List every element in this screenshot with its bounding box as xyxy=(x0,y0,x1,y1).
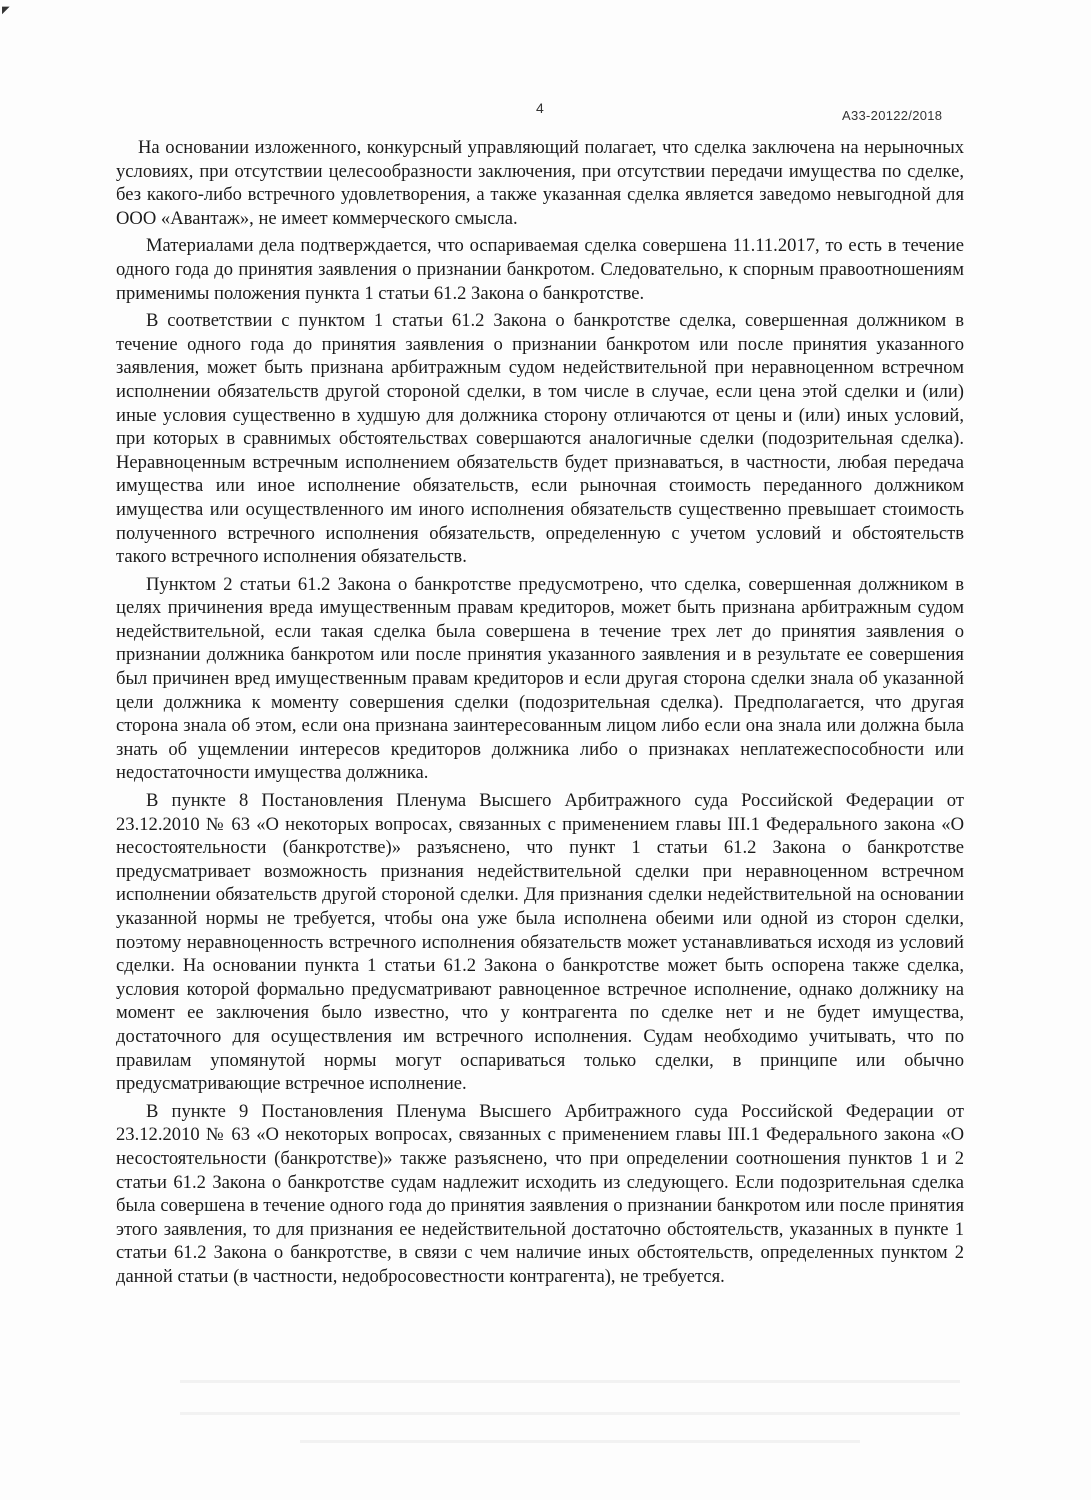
case-number: А33-20122/2018 xyxy=(842,108,943,123)
page-number: 4 xyxy=(536,100,544,116)
show-through-artifact xyxy=(180,1412,960,1415)
paragraph-6: В пункте 9 Постановления Пленума Высшего Арбитражного суда Российской Федерации от 23.12.2010 № 63 «О некоторых вопросах, связанных с применением главы III.1 Федерального закона «О несостоятельности (банкротстве)» также разъяснено, что при определении соотношения пунктов 1 и 2 статьи 61.2 Закона о банкротстве судам надлежит исходить из следующего. Если подозрительная сделка была совершена в течение одного года до принятия заявления о признании банкротом или после принятия этого заявления, то для признания ее недействительной достаточно обстоятельств, указанных в пункте 1 статьи 61.2 Закона о банкротстве, в связи с чем наличие иных обстоятельств, определенных пунктом 2 данной статьи (в частности, недобросовестности контрагента), не требуется. xyxy=(116,1100,964,1287)
show-through-artifact xyxy=(300,1440,860,1443)
paragraph-5: В пункте 8 Постановления Пленума Высшего Арбитражного суда Российской Федерации от 23.12.2010 № 63 «О некоторых вопросах, связанных с применением главы III.1 Федерального закона «О несостоятельности (банкротстве)» разъяснено, что пункт 1 статьи 61.2 Закона о банкротстве предусматривает возможность признания недействительной сделки при неравноценном встречном исполнении обязательств другой стороной сделки. Для признания сделки недействительной на основании указанной нормы не требуется, чтобы она уже была исполнена обеими или одной из сторон сделки, поэтому неравноценность встречного исполнения обязательств может устанавливаться исходя из условий сделки. На основании пункта 1 статьи 61.2 Закона о банкротстве может быть оспорена также сделка, условия которой формально предусматривают равноценное встречное исполнение, однако должнику на момент ее заключения было известно, что у контрагента по сделке нет и не будет имущества, достаточного для осуществления им встречного исполнения. Судам необходимо учитывать, что по правилам упомянутой нормы могут оспариваться только сделки, в принципе или обычно предусматривающие встречное исполнение. xyxy=(116,790,964,1095)
paragraph-3: В соответствии с пунктом 1 статьи 61.2 Закона о банкротстве сделка, совершенная должником в течение одного года до принятия заявления о признании банкротом или после принятия указанного заявления, может быть признана арбитражным судом недействительной при неравноценном встречном исполнении обязательств другой стороной сделки, в том числе в случае, если цена этой сделки и (или) иные условия существенно в худшую для должника сторону отличаются от цены и (или) иных условий, при которых в сравнимых обстоятельствах совершаются аналогичные сделки (подозрительная сделка). Неравноценным встречным исполнением обязательств будет признаваться, в частности, любая передача имущества или иное исполнение обязательств, если рыночная стоимость переданного должником имущества или осуществленного им иного исполнения обязательств существенно превышает стоимость полученного встречного исполнения обязательств, определенную с учетом условий и обстоятельств такого встречного исполнения обязательств. xyxy=(116,310,964,568)
scan-corner-mark: ◤ xyxy=(2,5,10,16)
paragraph-4: Пунктом 2 статьи 61.2 Закона о банкротстве предусмотрено, что сделка, совершенная должником в целях причинения вреда имущественным правам кредиторов, может быть признана арбитражным судом недействительной, если такая сделка была совершена в течение трех лет до принятия заявления о признании должника банкротом или после принятия указанного заявления и в результате ее совершения был причинен вред имущественным правам кредиторов и если другая сторона сделки знала об указанной цели должника к моменту совершения сделки (подозрительная сделка). Предполагается, что другая сторона знала об этом, если она признана заинтересованным лицом либо если она знала или должна была знать об ущемлении интересов кредиторов должника либо о признаках неплатежеспособности или недостаточности имущества должника. xyxy=(116,573,964,784)
paragraph-2: Материалами дела подтверждается, что оспариваемая сделка совершена 11.11.2017, то есть в течение одного года до принятия заявления о признании банкротом. Следовательно, к спорным правоотношениям применимы положения пункта 1 статьи 61.2 Закона о банкротстве. xyxy=(116,235,964,304)
show-through-artifact xyxy=(180,1380,960,1383)
paragraph-1: На основании изложенного, конкурсный управляющий полагает, что сделка заключена на нерыночных условиях, при отсутствии целесообразности заключения, при отсутствии передачи имущества по сделке, без какого-либо встречного удовлетворения, а также указанная сделка является заведомо невыгодной для ООО «Авантаж», не имеет коммерческого смысла. xyxy=(116,137,964,229)
document-body xyxy=(116,136,964,1293)
